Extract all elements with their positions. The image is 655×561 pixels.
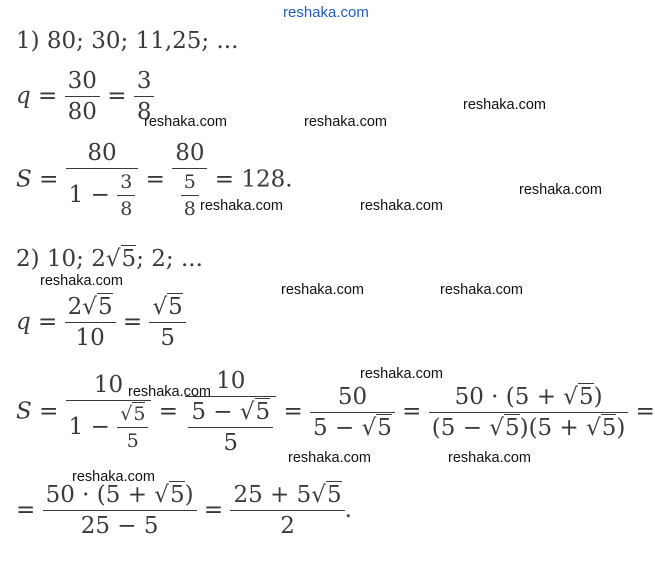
fraction: $\frac{25 + 5√5}{2}$ [230, 484, 344, 538]
watermark: reshaka.com [360, 366, 444, 382]
q-formula-1: q = $\frac{30}{80}$ = $\frac{3}{8}$ [16, 70, 154, 124]
watermark: reshaka.com [144, 114, 228, 130]
fraction: $\frac{2√5}{10}$ [65, 296, 116, 350]
watermark: reshaka.com [360, 198, 444, 214]
watermark-top: reshaka.com [283, 4, 369, 21]
fraction: 10 1 − $\frac{√5}{5}$ [66, 374, 152, 451]
s-formula-2-cont: = $\frac{50 \cdot (5 + √5)}{25 - 5}$ = $\frac{25 + 5√5}{2}$ . [16, 482, 352, 539]
watermark: reshaka.com [288, 450, 372, 466]
watermark: reshaka.com [440, 282, 524, 298]
fraction: $\frac{10}{\frac{5 - √5}{5}}$ [185, 370, 276, 455]
watermark: reshaka.com [128, 384, 212, 400]
s-formula-2: S = 10 1 − $\frac{√5}{5}$ = $\frac{10}{\frac{5 - √5}{5}}$ = $\frac{50}{5 - √5}$ = $\frac{50 \cdot (5 + √5)}{(5 - √5)(5 + √5)}$ = [16, 368, 655, 456]
watermark: reshaka.com [304, 114, 388, 130]
watermark: reshaka.com [519, 182, 603, 198]
q-formula-2: q = $\frac{2√5}{10}$ = $\frac{√5}{5}$ [16, 296, 186, 350]
fraction: $\frac{30}{80}$ [65, 70, 100, 124]
fraction: $\frac{√5}{5}$ [149, 296, 185, 350]
watermark: reshaka.com [281, 282, 365, 298]
s-variable: S [16, 166, 32, 193]
fraction: $\frac{50 \cdot (5 + √5)}{(5 - √5)(5 + √5)}$ [429, 386, 629, 440]
fraction: $\frac{80}{\frac{5}{8}}$ [172, 142, 207, 219]
fraction: $\frac{50 \cdot (5 + √5)}{25 - 5}$ [43, 484, 197, 538]
fraction: 80 1 − $\frac{3}{8}$ [66, 142, 139, 219]
fraction: $\frac{3}{8}$ [134, 70, 155, 124]
watermark: reshaka.com [40, 273, 124, 289]
sequence-1: 1) 80; 30; 11,25; ... [16, 28, 239, 54]
sequence-2: 2) 10; 2√5; 2; ... [16, 246, 203, 272]
fraction: $\frac{50}{5 - √5}$ [310, 386, 395, 440]
q-variable: q [16, 83, 31, 109]
watermark: reshaka.com [463, 97, 547, 113]
watermark: reshaka.com [72, 469, 156, 485]
watermark: reshaka.com [200, 198, 284, 214]
watermark: reshaka.com [448, 450, 532, 466]
s-formula-1: S = 80 1 − $\frac{3}{8}$ = $\frac{80}{\frac{5}{8}}$ = 128. [16, 140, 293, 220]
